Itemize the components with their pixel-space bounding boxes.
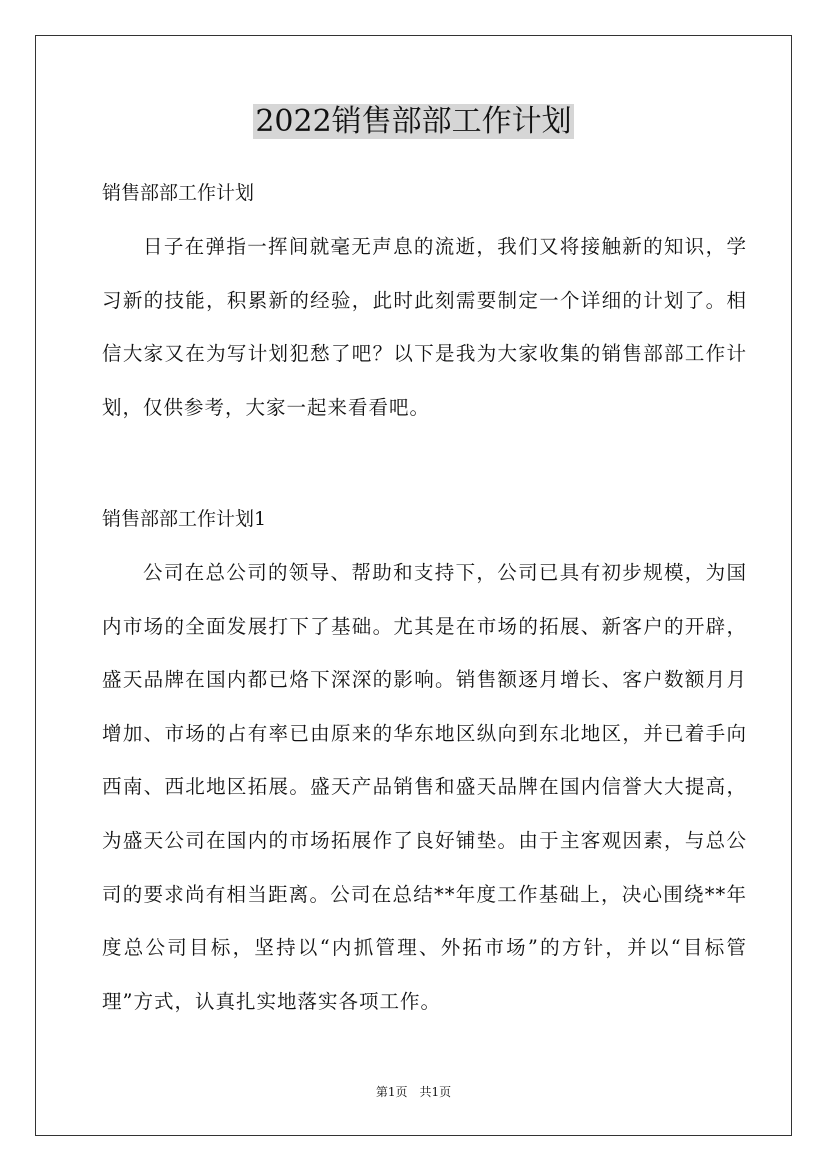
intro-paragraph: 日子在弹指一挥间就毫无声息的流逝，我们又将接触新的知识，学习新的技能，积累新的经验，此时此刻需要制定一个详细的计划了。相信大家又在为写计划犯愁了吧？以下是我为大家收集的销售部部工作计划，仅供参考，大家一起来看看吧。 <box>102 235 747 419</box>
document-title-block <box>0 100 827 144</box>
document-title: 2022销售部部工作计划 <box>255 104 572 139</box>
page-footer: 第1页 共1页 <box>375 1085 452 1099</box>
plan-heading: 销售部部工作计划1 <box>102 508 267 530</box>
section-heading: 销售部部工作计划 <box>102 182 255 204</box>
plan-paragraph: 公司在总公司的领导、帮助和支持下，公司已具有初步规模，为国内市场的全面发展打下了基础。尤其是在市场的拓展、新客户的开辟，盛天品牌在国内都已烙下深深的影响。销售额逐月增长、客户数额月月增加、市场的占有率已由原来的华东地区纵向到东北地区，并已着手向西南、西北地区拓展。盛天产品销售和盛天品牌在国内信誉大大提高，为盛天公司在国内的市场拓展作了良好铺垫。由于主客观因素，与总公司的要求尚有相当距离。公司在总结**年度工作基础上，决心围绕**年度总公司目标，坚持以“内抓管理、外拓市场”的方针，并以“目标管理”方式，认真扎实地落实各项工作。 <box>102 561 747 1013</box>
